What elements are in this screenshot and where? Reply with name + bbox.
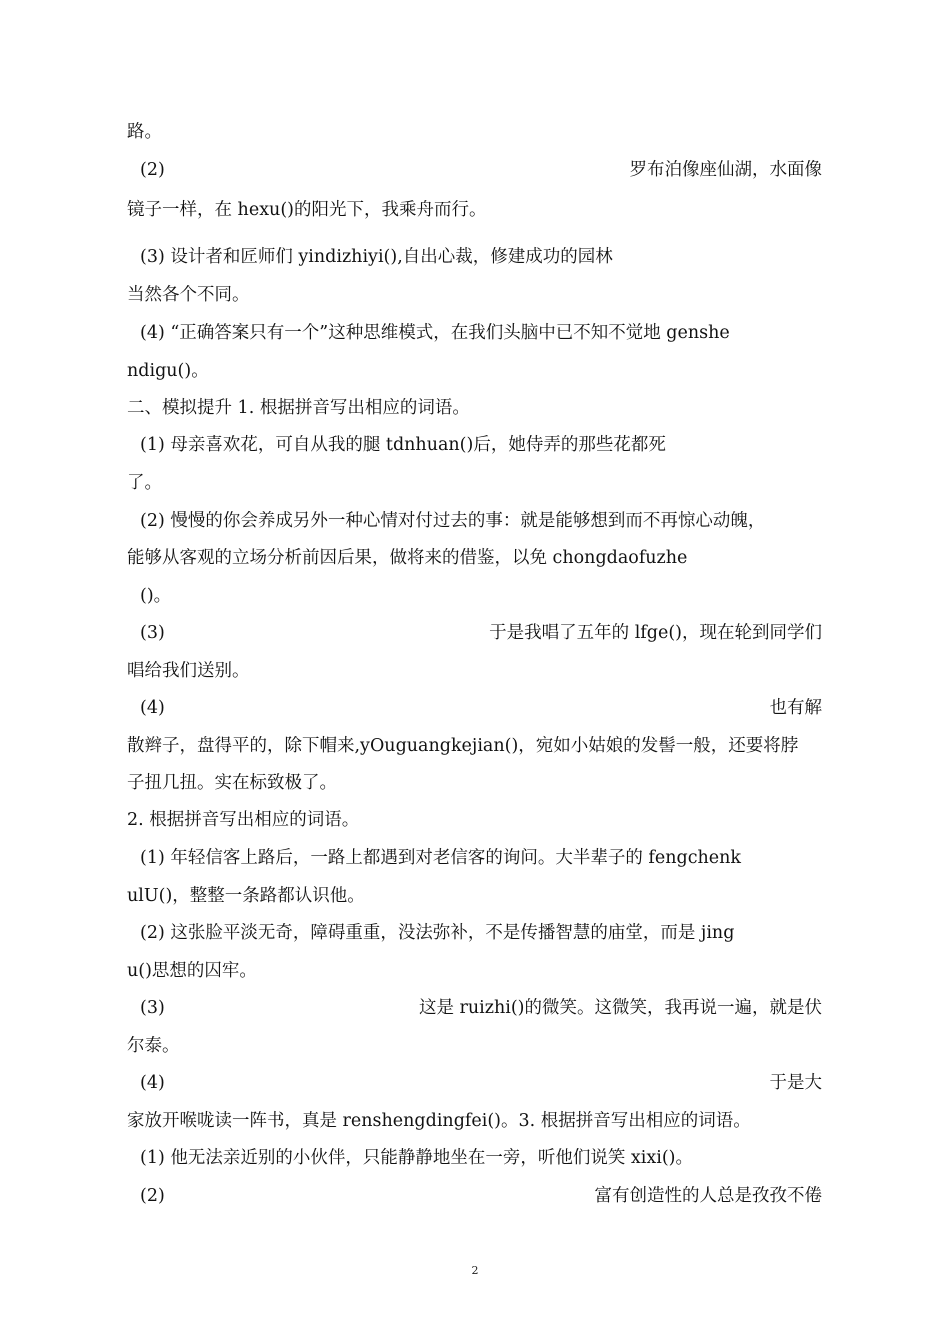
text-line: ()。: [140, 586, 172, 606]
text-line: u()思想的囚牢。: [127, 961, 257, 981]
text-line: 唱给我们送别。: [127, 661, 250, 681]
text-line: (3) 设计者和匠师们 yindizhiyi(),自出心裁，修建成功的园林: [140, 247, 613, 267]
item-number: (4): [140, 1073, 165, 1093]
text-line: 罗布泊像座仙湖，水面像: [629, 160, 822, 180]
text-line: (2) 慢慢的你会养成另外一种心情对付过去的事：就是能够想到而不再惊心动魄，: [140, 511, 766, 531]
item-number: (2): [140, 160, 165, 180]
text-line: ulU()，整整一条路都认识他。: [127, 886, 365, 906]
text-line: 富有创造性的人总是孜孜不倦: [594, 1186, 822, 1206]
section-heading: 二、模拟提升 1. 根据拼音写出相应的词语。: [127, 398, 470, 418]
text-line: (1) 他无法亲近别的小伙伴，只能静静地坐在一旁，听他们说笑 xixi()。: [140, 1148, 693, 1168]
item-number: (3): [140, 623, 165, 643]
text-line: 也有解: [769, 698, 822, 718]
text-line: 家放开喉咙读一阵书，真是 renshengdingfei()。3. 根据拼音写出相应的词语。: [127, 1111, 751, 1131]
text-line: 当然各个不同。: [127, 285, 250, 305]
text-line: 镜子一样，在 hexu()的阳光下，我乘舟而行。: [127, 200, 487, 220]
text-line: 能够从客观的立场分析前因后果，做将来的借鉴，以免 chongdaofuzhe: [127, 548, 688, 568]
text-line: (2) 这张脸平淡无奇，障碍重重，没法弥补，不是传播智慧的庙堂，而是 jing: [140, 923, 735, 943]
text-line: 路。: [127, 122, 162, 142]
text-line: (1) 年轻信客上路后，一路上都遇到对老信客的询问。大半辈子的 fengchenk: [140, 848, 742, 868]
text-line: 这是 ruizhi()的微笑。这微笑，我再说一遍，就是伏: [418, 998, 822, 1018]
item-number: (4): [140, 698, 165, 718]
text-line: (1) 母亲喜欢花，可自从我的腿 tdnhuan()后，她侍弄的那些花都死: [140, 435, 666, 455]
text-line: 尔泰。: [127, 1036, 180, 1056]
page-number: 2: [471, 1264, 479, 1277]
text-line: ndigu()。: [127, 361, 209, 381]
text-line: 于是大: [769, 1073, 822, 1093]
section-heading: 2. 根据拼音写出相应的词语。: [127, 810, 360, 830]
text-line: 子扭几扭。实在标致极了。: [127, 773, 337, 793]
text-line: 了。: [127, 473, 162, 493]
item-number: (2): [140, 1186, 165, 1206]
item-number: (3): [140, 998, 165, 1018]
text-line: 散辫子，盘得平的，除下帽来,yOuguangkejian()，宛如小姑娘的发髻一般，还要将脖: [127, 736, 799, 756]
text-line: (4) “正确答案只有一个”这种思维模式，在我们头脑中已不知不觉地 genshe: [140, 323, 730, 343]
text-line: 于是我唱了五年的 lfge()，现在轮到同学们: [489, 623, 822, 643]
